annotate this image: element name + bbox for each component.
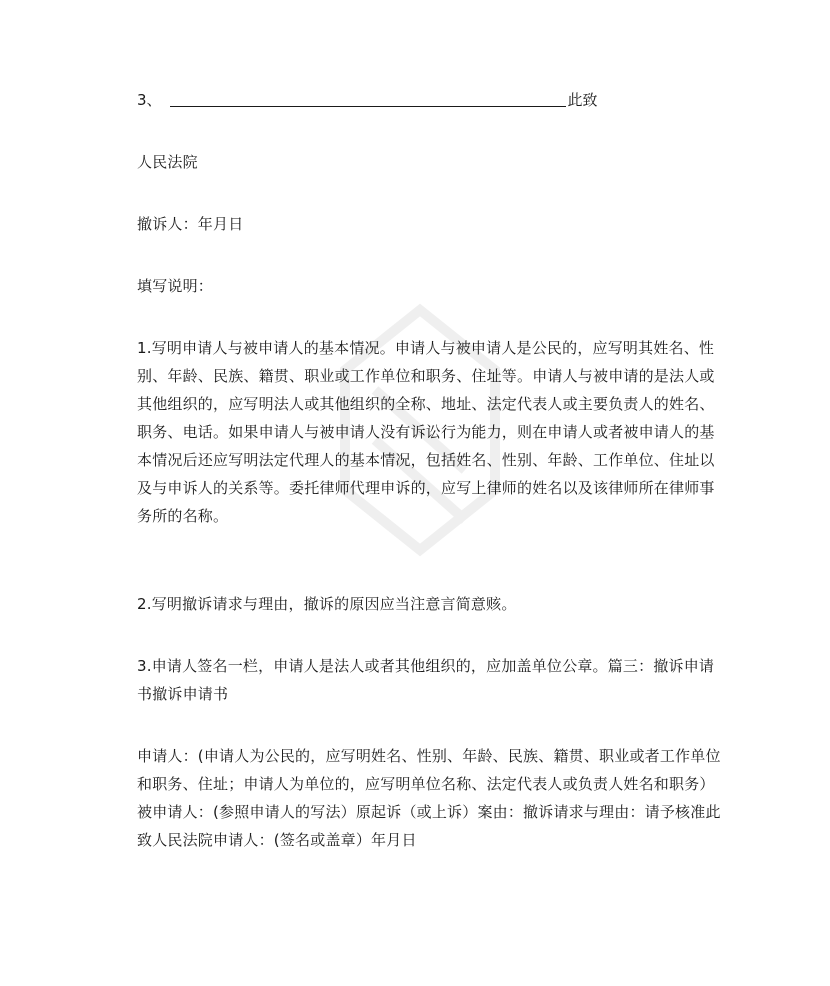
closing-salutation: 此致 <box>567 91 598 109</box>
instruction-3: 3.申请人签名一栏，申请人是法人或者其他组织的，应加盖单位公章。篇三：撤诉申请书撤诉申请书 <box>137 657 715 703</box>
instruction-1: 1.写明申请人与被申请人的基本情况。申请人与被申请人是公民的，应写明其姓名、性别、年龄、民族、籍贯、职业或工作单位和职务、住址等。申请人与被申请的是法人或其他组织的，应写明法人或其他组织的全称、地址、法定代表人或主要负责人的姓名、职务、电话。如果申请人与被申请人没有诉讼行为能力，则在申请人或者被申请人的基本情况后还应写明法定代理人的基本情况，包括姓名、性别、年龄、工作单位、住址以及与申诉人的关系等。委托律师代理申诉的，应写上律师的姓名以及该律师所在律师事务所的名称。 <box>137 339 715 525</box>
item-3-line <box>137 86 737 114</box>
withdrawer-date-line: 撤诉人：年月日 <box>137 215 244 233</box>
court-name: 人民法院 <box>137 153 198 171</box>
instruction-2: 2.写明撤诉请求与理由，撤诉的原因应当注意言简意赅。 <box>137 595 517 613</box>
item-3-number: 3、 <box>137 91 162 109</box>
applicant-block: 申请人：(申请人为公民的，应写明姓名、性别、年龄、民族、籍贯、职业或者工作单位和职务、住址；申请人为单位的，应写明单位名称、法定代表人或负责人姓名和职务）被申请人：(参照申请人的写法）原起诉（或上诉）案由：撤诉请求与理由：请予核准此致人民法院申请人：(签名或盖章）年月日 <box>137 747 721 849</box>
blank-fill-line <box>170 105 566 107</box>
instructions-heading: 填写说明： <box>137 277 214 295</box>
